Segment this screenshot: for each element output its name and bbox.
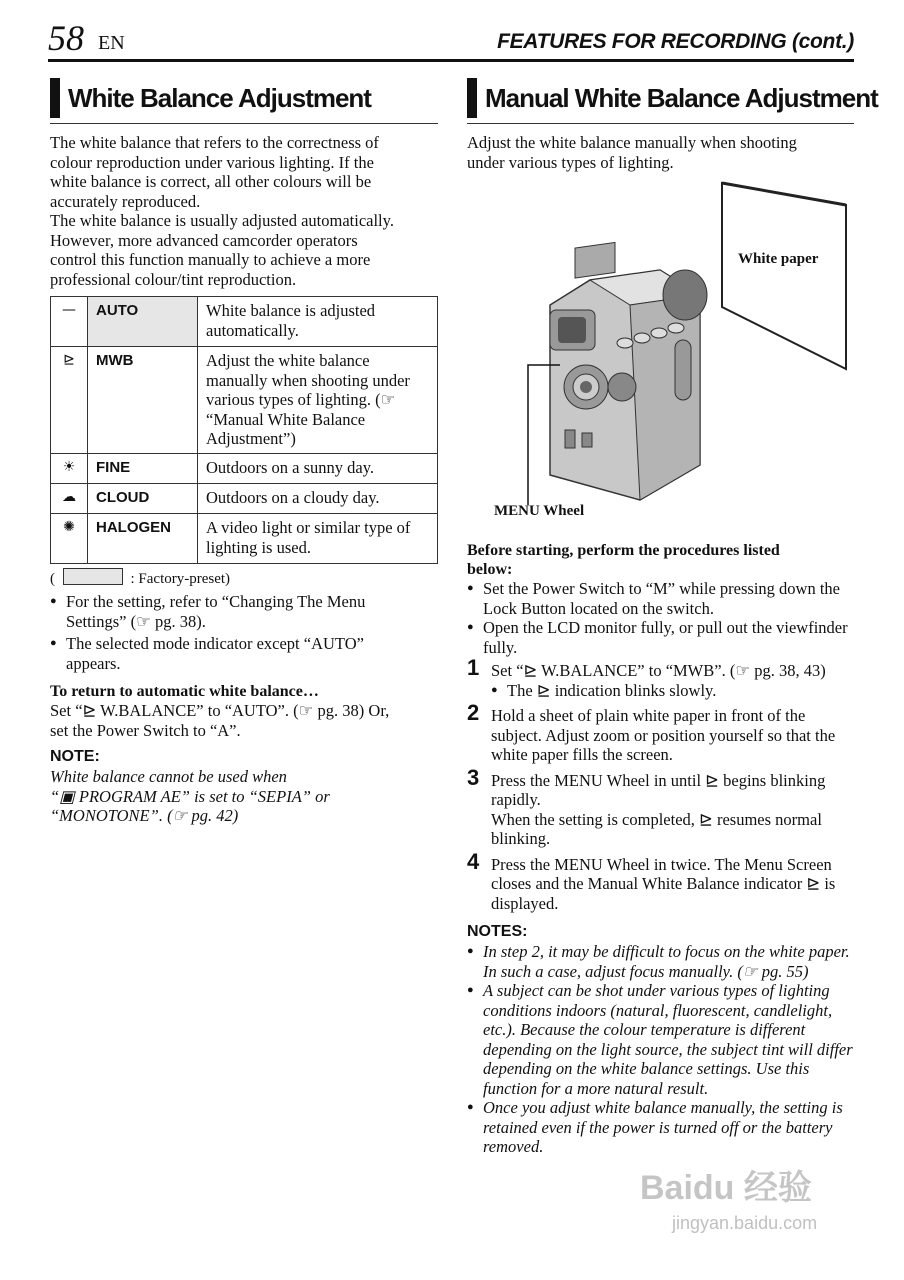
mwb-icon: ⊵ xyxy=(51,347,88,454)
step-number: 1 xyxy=(467,655,480,680)
list-item: ● In step 2, it may be difficult to focus on the white paper. In such a case, adjust focus manually. (☞ pg. 55) xyxy=(467,942,855,981)
cloud-icon: ☁ xyxy=(51,484,88,514)
factory-preset-note: ( : Factory-preset) xyxy=(50,568,230,589)
title-rule-left xyxy=(50,123,438,124)
white-balance-table xyxy=(50,296,438,564)
mode-label: MWB xyxy=(88,347,198,454)
white-paper-label: White paper xyxy=(738,251,819,267)
white-paper-illustration xyxy=(722,183,846,369)
return-text: Set “⊵ W.BALANCE” to “AUTO”. (☞ pg. 38) Or, set the Power Switch to “A”. xyxy=(50,701,390,740)
mode-description: Adjust the white balance manually when shooting under various types of lighting. (☞ “Manual White Balance Adjustment”) xyxy=(198,347,438,454)
step-number: 4 xyxy=(467,848,480,874)
mode-description: White balance is adjusted automatically. xyxy=(198,297,438,347)
list-item: ● Once you adjust white balance manually, the setting is retained even if the power is turned off or the battery removed. xyxy=(467,1098,855,1157)
list-item: ● Open the LCD monitor fully, or pull out the viewfinder fully. xyxy=(467,618,857,657)
title-bar-left xyxy=(50,78,60,118)
mode-label: AUTO xyxy=(88,297,198,347)
camcorder-figure xyxy=(490,175,860,525)
section-header: FEATURES FOR RECORDING (cont.) xyxy=(497,30,854,53)
title-rule-right xyxy=(467,123,854,124)
intro-paragraph-right: Adjust the white balance manually when shooting under various types of lighting. xyxy=(467,133,797,172)
section-title-white-balance: White Balance Adjustment xyxy=(68,83,371,113)
before-heading: Before starting, perform the procedures listed below: xyxy=(467,542,780,578)
list-item: ● The selected mode indicator except “AUTO” appears. xyxy=(50,634,420,673)
steps-list xyxy=(467,655,857,913)
return-heading: To return to automatic white balance… xyxy=(50,683,319,700)
mode-label: CLOUD xyxy=(88,484,198,514)
table-row xyxy=(51,484,438,514)
notes-heading: NOTES: xyxy=(467,923,528,940)
mode-description: A video light or similar type of lighting is used. xyxy=(198,514,438,564)
list-item: ● For the setting, refer to “Changing The Menu Settings” (☞ pg. 38). xyxy=(50,592,420,631)
sun-icon: ☀ xyxy=(51,454,88,484)
note-heading: NOTE: xyxy=(50,748,100,765)
table-row xyxy=(51,297,438,347)
camcorder-illustration xyxy=(550,242,707,500)
notes-list xyxy=(467,942,855,1157)
mode-description: Outdoors on a sunny day. xyxy=(198,454,438,484)
step-item: 1 Set “⊵ W.BALANCE” to “MWB”. (☞ pg. 38, 43) ● The ⊵ indication blinks slowly. xyxy=(467,661,857,700)
step-item: 3 Press the MENU Wheel in until ⊵ begins blinking rapidly. When the setting is completed, ⊵ resumes normal blinking. xyxy=(467,764,826,848)
before-bullets xyxy=(467,579,857,657)
table-row xyxy=(51,514,438,564)
step-item: 2 Hold a sheet of plain white paper in front of the subject. Adjust zoom or position yourself so that the white paper fills the screen. xyxy=(467,700,836,764)
mode-description: Outdoors on a cloudy day. xyxy=(198,484,438,514)
table-row xyxy=(51,347,438,454)
header-rule xyxy=(48,59,854,62)
list-item: ● A subject can be shot under various types of lighting conditions indoors (natural, fluorescent, candlelight, etc.). Because the colour temperature is different depending on the light source, the subject tint will differ depending on the white balance settings. Use this function for a more natural result. xyxy=(467,981,855,1098)
watermark-url: jingyan.baidu.com xyxy=(672,1213,818,1233)
step-number: 2 xyxy=(467,700,480,725)
page-number: 58 xyxy=(48,18,84,58)
language-code: EN xyxy=(98,32,125,54)
table-row xyxy=(51,454,438,484)
mode-label: HALOGEN xyxy=(88,514,198,564)
menu-wheel-label: MENU Wheel xyxy=(494,503,585,519)
factory-preset-swatch xyxy=(63,568,123,585)
note-text: White balance cannot be used when “▣ PROGRAM AE” is set to “SEPIA” or “MONOTONE”. (☞ pg. 42) xyxy=(50,767,330,825)
step-sub-bullet: ● The ⊵ indication blinks slowly. xyxy=(491,681,857,701)
halogen-icon: ✺ xyxy=(51,514,88,564)
step-number: 3 xyxy=(467,764,480,790)
title-bar-right xyxy=(467,78,477,118)
auto-icon: — xyxy=(51,297,88,347)
list-item: ● Set the Power Switch to “M” while pressing down the Lock Button located on the switch. xyxy=(467,579,857,618)
step-item: 4 Press the MENU Wheel in twice. The Menu Screen closes and the Manual White Balance indicator ⊵ is displayed. xyxy=(467,848,836,913)
mode-label: FINE xyxy=(88,454,198,484)
watermark-logo: Baidu 经验 xyxy=(640,1169,812,1207)
left-bullets xyxy=(50,592,420,673)
section-title-manual-white-balance: Manual White Balance Adjustment xyxy=(485,83,878,113)
intro-paragraph-left: The white balance that refers to the correctness of colour reproduction under various lighting. If the white balance is correct, all other colours will be accurately reproduced. The white balance is usually adjusted automatically. However, more advanced camcorder operators control this function manually to achieve a more professional colour/tint reproduction. xyxy=(50,133,394,289)
